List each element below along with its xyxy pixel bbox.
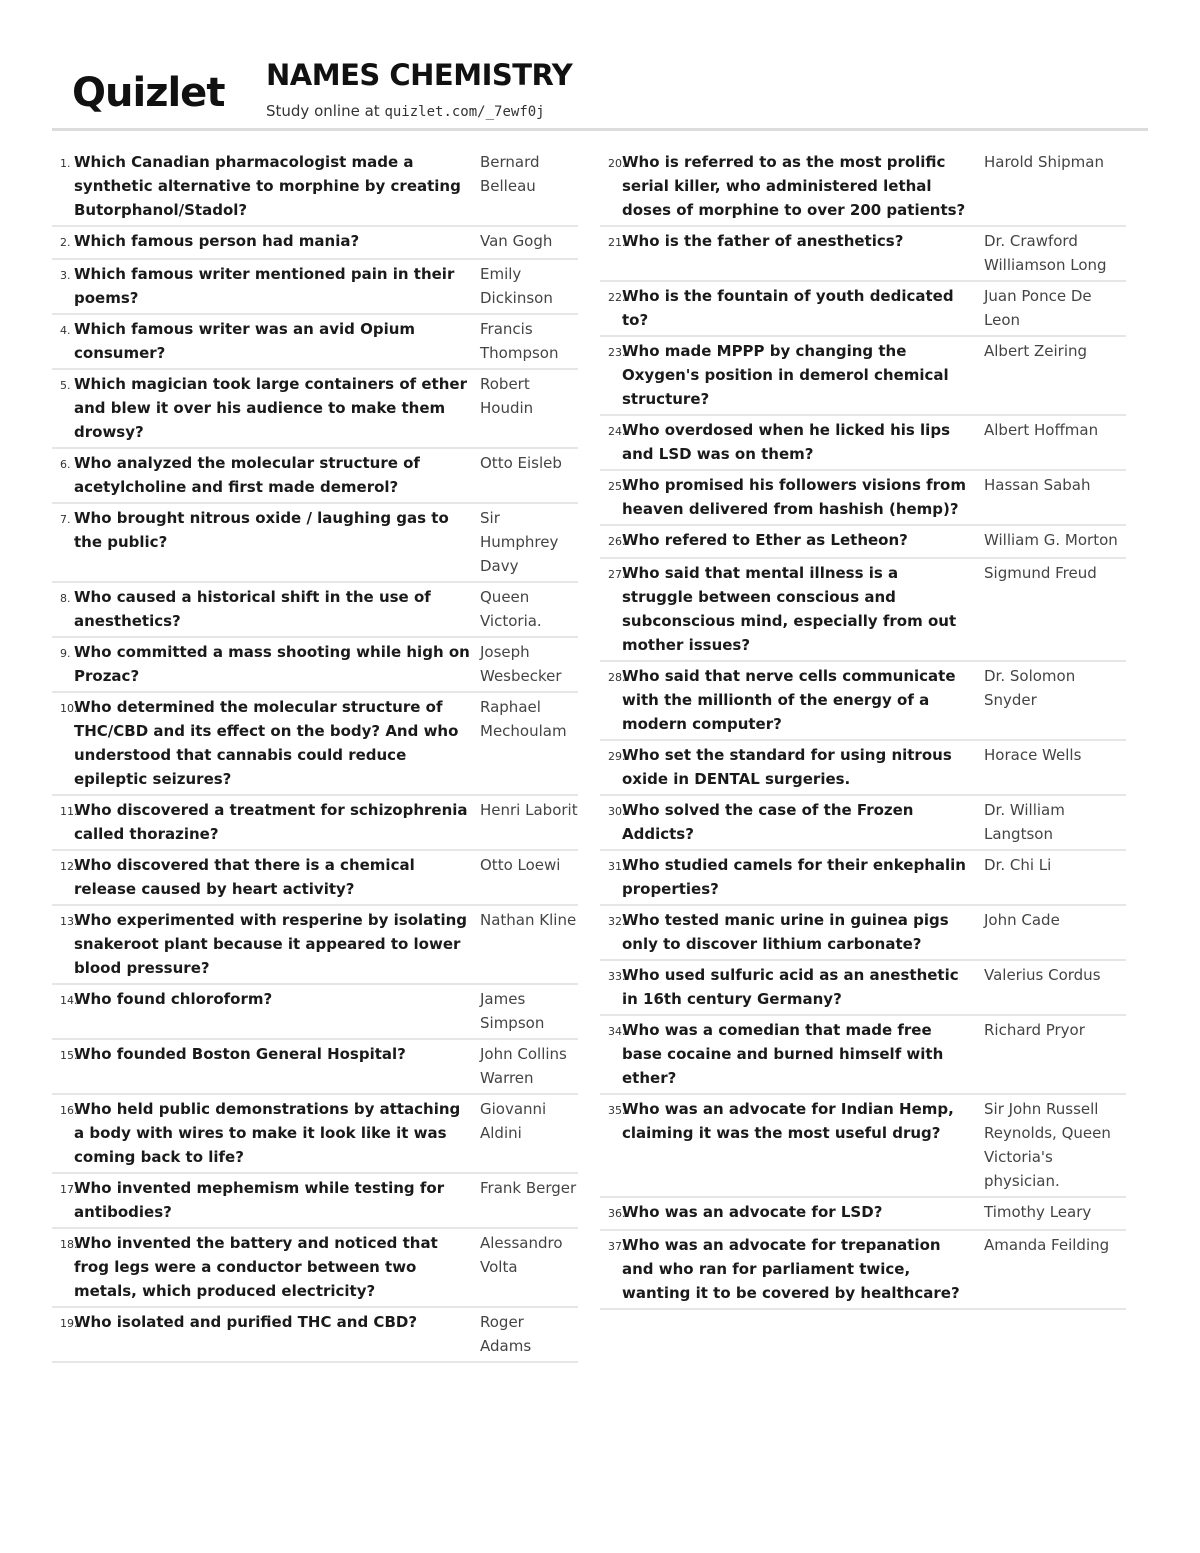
- card-question: Who was an advocate for Indian Hemp, claiming it was the most useful drug?: [622, 1100, 954, 1142]
- card-question: Who discovered a treatment for schizophrenia called thorazine?: [74, 801, 468, 843]
- card-answer: John Collins Warren: [480, 1045, 567, 1087]
- page-header: [72, 56, 1148, 130]
- page-title: NAMES CHEMISTRY: [266, 58, 573, 92]
- card-answer: James Simpson: [480, 990, 545, 1032]
- card-number-text: 36.: [608, 1207, 626, 1220]
- card-question: Which magician took large containers of ether and blew it over his audience to make them drowsy?: [74, 375, 467, 441]
- card-row: [600, 337, 1126, 416]
- card-answer: Giovanni Aldini: [480, 1100, 547, 1142]
- card-number-text: 22.: [608, 291, 626, 304]
- card-number: [600, 150, 626, 222]
- card-number: [52, 372, 74, 444]
- card-row: [600, 906, 1126, 961]
- card-answer: Dr. Crawford Williamson Long: [984, 232, 1107, 274]
- card-answer: Robert Houdin: [480, 375, 534, 417]
- right-card-column: [600, 148, 1126, 1310]
- card-number: [600, 664, 626, 736]
- card-number: [600, 561, 626, 657]
- card-number-text: 15.: [60, 1049, 78, 1062]
- card-row: [52, 449, 578, 504]
- card-question: Who set the standard for using nitrous oxide in DENTAL surgeries.: [622, 746, 952, 788]
- card-answer: Hassan Sabah: [984, 476, 1091, 494]
- card-number-text: 19.: [60, 1317, 78, 1330]
- card-number-text: 33.: [608, 970, 626, 983]
- card-number: [600, 284, 626, 332]
- card-question: Who was an advocate for LSD?: [622, 1203, 883, 1221]
- card-row: [600, 796, 1126, 851]
- card-row: [600, 559, 1126, 662]
- card-answer: Amanda Feilding: [984, 1236, 1110, 1254]
- card-number-text: 18.: [60, 1238, 78, 1251]
- card-row: [600, 1095, 1126, 1198]
- card-number-text: 1.: [60, 157, 71, 170]
- card-answer: Roger Adams: [480, 1313, 532, 1355]
- card-question: Who refered to Ether as Letheon?: [622, 531, 908, 549]
- card-number-text: 32.: [608, 915, 626, 928]
- card-answer: Albert Hoffman: [984, 421, 1099, 439]
- card-row: [600, 1231, 1126, 1310]
- card-number-text: 9.: [60, 647, 71, 660]
- card-row: [52, 1174, 578, 1229]
- left-card-column: [52, 148, 578, 1363]
- card-question: Who is the father of anesthetics?: [622, 232, 904, 250]
- card-row: [52, 1095, 578, 1174]
- card-question: Who analyzed the molecular structure of acetylcholine and first made demerol?: [74, 454, 420, 496]
- card-number: [52, 150, 74, 222]
- card-question: Who tested manic urine in guinea pigs only to discover lithium carbonate?: [622, 911, 949, 953]
- card-number-text: 23.: [608, 346, 626, 359]
- card-number-text: 29.: [608, 750, 626, 763]
- card-number: [600, 528, 626, 554]
- card-row: [52, 1308, 578, 1363]
- card-question: Which famous writer mentioned pain in their poems?: [74, 265, 455, 307]
- card-row: [52, 693, 578, 796]
- card-number-text: 17.: [60, 1183, 78, 1196]
- card-number: [600, 1233, 626, 1305]
- card-row: [52, 260, 578, 315]
- card-answer: Dr. Chi Li: [984, 856, 1052, 874]
- card-row: [600, 526, 1126, 559]
- card-question: Who made MPPP by changing the Oxygen's position in demerol chemical structure?: [622, 342, 949, 408]
- card-number: [600, 1097, 626, 1193]
- card-question: Which Canadian pharmacologist made a synthetic alternative to morphine by creating Butorphanol/Stadol?: [74, 153, 461, 219]
- card-number: [600, 339, 626, 411]
- card-number: [52, 1231, 78, 1303]
- card-question: Who used sulfuric acid as an anesthetic in 16th century Germany?: [622, 966, 959, 1008]
- card-question: Which famous writer was an avid Opium consumer?: [74, 320, 416, 362]
- card-answer: Sir Humphrey Davy: [480, 509, 559, 575]
- card-answer: Dr. Solomon Snyder: [984, 667, 1076, 709]
- card-question: Who said that mental illness is a struggle between conscious and subconscious mind, especially from out mother issues?: [622, 564, 957, 654]
- card-question: Who experimented with resperine by isolating snakeroot plant because it appeared to lower blood pressure?: [74, 911, 468, 977]
- card-question: Who was an advocate for trepanation and who ran for parliament twice, wanting it to be covered by healthcare?: [622, 1236, 960, 1302]
- card-row: [52, 583, 578, 638]
- card-number-text: 20.: [608, 157, 626, 170]
- card-question: Who invented the battery and noticed that frog legs were a conductor between two metals, which produced electricity?: [74, 1234, 438, 1300]
- card-answer: Valerius Cordus: [984, 966, 1101, 984]
- card-row: [600, 227, 1126, 282]
- card-number-text: 37.: [608, 1240, 626, 1253]
- card-number-text: 27.: [608, 568, 626, 581]
- card-number: [52, 451, 74, 499]
- card-number-text: 6.: [60, 458, 71, 471]
- card-row: [52, 315, 578, 370]
- card-number-text: 25.: [608, 480, 626, 493]
- card-answer: Frank Berger: [480, 1179, 577, 1197]
- card-number: [52, 585, 74, 633]
- card-row: [52, 504, 578, 583]
- card-question: Who invented mephemism while testing for antibodies?: [74, 1179, 445, 1221]
- card-number-text: 31.: [608, 860, 626, 873]
- card-answer: Juan Ponce De Leon: [984, 287, 1092, 329]
- card-number-text: 34.: [608, 1025, 626, 1038]
- card-answer: William G. Morton: [984, 531, 1118, 549]
- quizlet-logo[interactable]: Quizlet: [72, 70, 225, 116]
- card-row: [52, 985, 578, 1040]
- card-question: Who solved the case of the Frozen Addicts?: [622, 801, 914, 843]
- card-row: [600, 1198, 1126, 1231]
- card-row: [52, 227, 578, 260]
- card-number-text: 24.: [608, 425, 626, 438]
- card-number: [52, 798, 78, 846]
- card-answer: Sigmund Freud: [984, 564, 1097, 582]
- card-row: [600, 416, 1126, 471]
- card-row: [52, 796, 578, 851]
- card-answer: Sir John Russell Reynolds, Queen Victoria's physician.: [984, 1100, 1111, 1190]
- card-number-text: 10.: [60, 702, 78, 715]
- card-question: Who said that nerve cells communicate with the millionth of the energy of a modern computer?: [622, 667, 956, 733]
- card-answer: Richard Pryor: [984, 1021, 1085, 1039]
- card-question: Who founded Boston General Hospital?: [74, 1045, 406, 1063]
- card-answer: Otto Eisleb: [480, 454, 562, 472]
- card-answer: Joseph Wesbecker: [480, 643, 562, 685]
- card-number-text: 21.: [608, 236, 626, 249]
- card-row: [52, 638, 578, 693]
- card-question: Who isolated and purified THC and CBD?: [74, 1313, 418, 1331]
- header-divider: [52, 128, 1148, 131]
- card-number-text: 3.: [60, 269, 71, 282]
- card-number-text: 14.: [60, 994, 78, 1007]
- card-row: [600, 851, 1126, 906]
- card-number: [52, 262, 74, 310]
- card-number: [52, 229, 74, 255]
- card-answer: Harold Shipman: [984, 153, 1104, 171]
- card-row: [600, 1016, 1126, 1095]
- study-online-link[interactable]: quizlet.com/_7ewf0j: [384, 104, 545, 120]
- card-answer: Horace Wells: [984, 746, 1082, 764]
- card-number: [52, 317, 74, 365]
- card-number-text: 12.: [60, 860, 78, 873]
- card-question: Who held public demonstrations by attaching a body with wires to make it look like it was coming back to life?: [74, 1100, 461, 1166]
- card-number-text: 7.: [60, 513, 71, 526]
- card-row: [600, 741, 1126, 796]
- card-answer: Bernard Belleau: [480, 153, 540, 195]
- card-answer: Raphael Mechoulam: [480, 698, 567, 740]
- card-number: [600, 418, 626, 466]
- card-number: [600, 229, 626, 277]
- card-number: [52, 1176, 78, 1224]
- card-answer: Henri Laborit: [480, 801, 578, 819]
- card-question: Which famous person had mania?: [74, 232, 360, 250]
- card-number: [600, 473, 626, 521]
- card-number-text: 26.: [608, 535, 626, 548]
- card-answer: Francis Thompson: [480, 320, 559, 362]
- card-number-text: 16.: [60, 1104, 78, 1117]
- card-answer: Nathan Kline: [480, 911, 577, 929]
- card-question: Who studied camels for their enkephalin properties?: [622, 856, 966, 898]
- card-number-text: 35.: [608, 1104, 626, 1117]
- card-number: [600, 743, 626, 791]
- card-number-text: 2.: [60, 236, 71, 249]
- card-answer: Queen Victoria.: [480, 588, 542, 630]
- card-number-text: 8.: [60, 592, 71, 605]
- card-number: [52, 695, 78, 791]
- card-number-text: 13.: [60, 915, 78, 928]
- card-number-text: 5.: [60, 379, 71, 392]
- card-answer: Emily Dickinson: [480, 265, 553, 307]
- card-question: Who is referred to as the most prolific serial killer, who administered lethal doses of morphine to over 200 patients?: [622, 153, 966, 219]
- card-row: [52, 906, 578, 985]
- card-number: [52, 1042, 78, 1090]
- card-row: [600, 961, 1126, 1016]
- card-answer: Otto Loewi: [480, 856, 561, 874]
- card-number-text: 28.: [608, 671, 626, 684]
- card-row: [600, 282, 1126, 337]
- card-row: [600, 148, 1126, 227]
- card-answer: Timothy Leary: [984, 1203, 1092, 1221]
- card-number: [600, 798, 626, 846]
- card-question: Who brought nitrous oxide / laughing gas to the public?: [74, 509, 449, 551]
- card-question: Who was a comedian that made free base cocaine and burned himself with ether?: [622, 1021, 944, 1087]
- card-answer: Albert Zeiring: [984, 342, 1088, 360]
- card-number: [52, 987, 78, 1035]
- card-question: Who committed a mass shooting while high on Prozac?: [74, 643, 470, 685]
- card-question: Who promised his followers visions from heaven delivered from hashish (hemp)?: [622, 476, 966, 518]
- card-row: [52, 1229, 578, 1308]
- card-number: [52, 640, 74, 688]
- study-online-line: [266, 102, 545, 120]
- card-row: [52, 370, 578, 449]
- card-number: [52, 1097, 78, 1169]
- card-row: [52, 148, 578, 227]
- card-number: [600, 1200, 626, 1226]
- card-answer: John Cade: [984, 911, 1060, 929]
- card-question: Who caused a historical shift in the use of anesthetics?: [74, 588, 431, 630]
- card-question: Who found chloroform?: [74, 990, 273, 1008]
- card-answer: Alessandro Volta: [480, 1234, 563, 1276]
- card-question: Who determined the molecular structure of THC/CBD and its effect on the body? And who understood that cannabis could reduce epileptic seizures?: [74, 698, 459, 788]
- card-number: [52, 1310, 78, 1358]
- card-number: [52, 853, 78, 901]
- card-number: [600, 1018, 626, 1090]
- card-row: [600, 662, 1126, 741]
- card-row: [600, 471, 1126, 526]
- study-online-prefix: Study online at: [266, 102, 385, 120]
- card-number: [52, 506, 74, 578]
- card-number: [600, 963, 626, 1011]
- card-answer: Dr. William Langtson: [984, 801, 1065, 843]
- card-number-text: 30.: [608, 805, 626, 818]
- card-row: [52, 851, 578, 906]
- card-row: [52, 1040, 578, 1095]
- card-answer: Van Gogh: [480, 232, 553, 250]
- card-number: [600, 908, 626, 956]
- card-question: Who overdosed when he licked his lips and LSD was on them?: [622, 421, 950, 463]
- card-number: [600, 853, 626, 901]
- card-number-text: 4.: [60, 324, 71, 337]
- card-number-text: 11.: [60, 805, 78, 818]
- card-question: Who is the fountain of youth dedicated to?: [622, 287, 954, 329]
- card-question: Who discovered that there is a chemical release caused by heart activity?: [74, 856, 415, 898]
- card-number: [52, 908, 78, 980]
